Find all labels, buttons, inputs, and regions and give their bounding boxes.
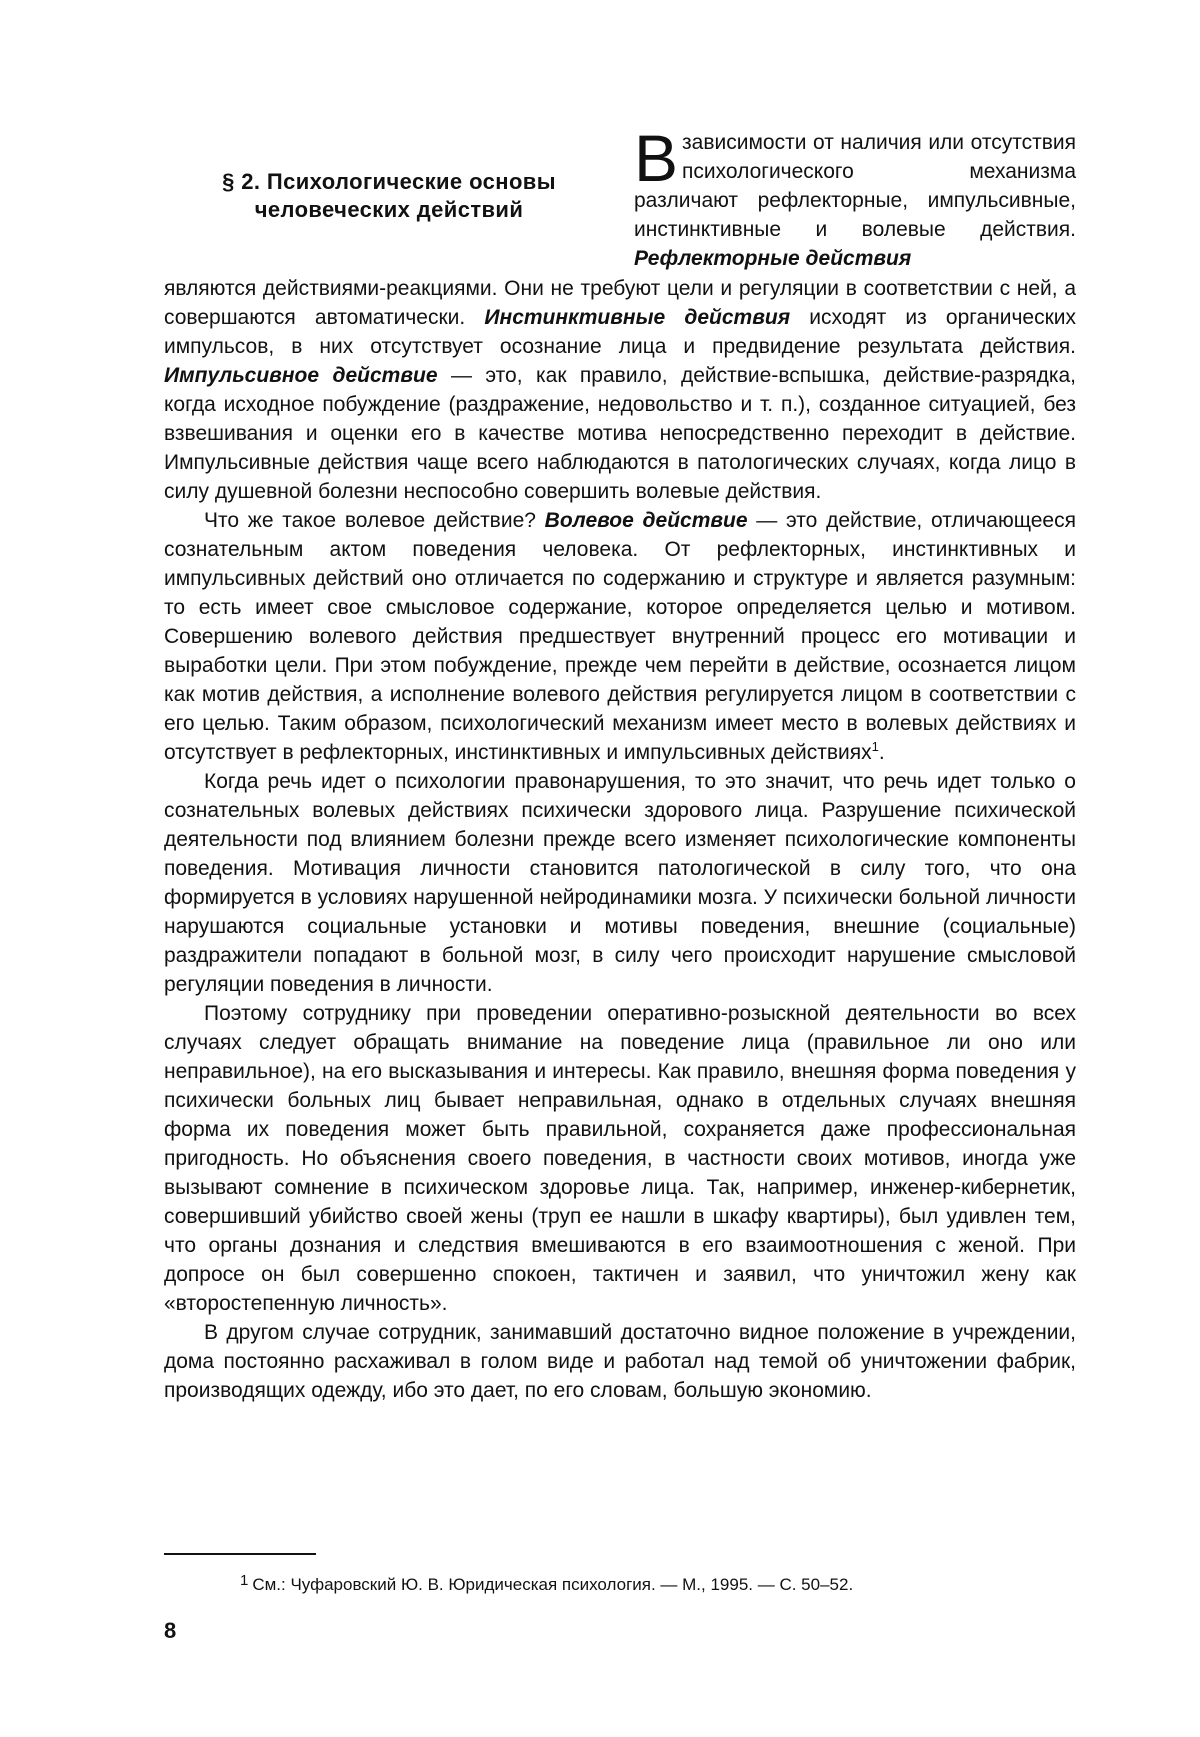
paragraph-1-text-a: являются действиями-реакциями. Они не требуют цели и регуляции в соответствии с ней, а совершаются автоматически. [164, 277, 1076, 329]
paragraph-2-text-a: Что же такое волевое действие? [204, 509, 545, 532]
footnote-text: См.: Чуфаровский Ю. В. Юридическая психология. — М., 1995. — С. 50–52. [252, 1575, 853, 1594]
section-opening [164, 128, 1076, 274]
footnote-reference[interactable]: 1 [872, 739, 879, 754]
term-impulsive-action: Импульсивное действие [164, 364, 438, 387]
paragraph-2 [164, 506, 1076, 767]
paragraph-1-text-c: — это, как правило, действие-вспышка, действие-разрядка, когда исходное побуждение (раздражение, недовольство и т. п.), созданное ситуацией, без взвешивания и оценки его в качестве мотива непосредственно переходит в действие. Импульсивные действия чаще всего наблюдаются в патологических случаях, когда лицо в силу душевной болезни неспособно совершить волевые действия. [164, 364, 1076, 503]
term-reflex-actions: Рефлекторные действия [634, 247, 911, 270]
drop-cap: В [634, 132, 678, 186]
section-heading [164, 168, 614, 224]
term-volitional-action: Волевое действие [545, 509, 748, 532]
term-instinctive-actions: Инстинктивные действия [484, 306, 790, 329]
book-page [0, 0, 1200, 1737]
footnote-mark: 1 [240, 1572, 248, 1589]
paragraph-1 [164, 274, 1076, 506]
footnote [240, 1574, 1000, 1596]
paragraph-3: Когда речь идет о психологии правонарушения, то это значит, что речь идет только о сознательных волевых действиях психически здорового лица. Разрушение психической деятельности под влиянием болезни прежде всего изменяет психологические компоненты поведения. Мотивация личности становится патологической в силу того, что она формируется в условиях нарушенной нейродинамики мозга. У психически больной личности нарушаются социальные установки и мотивы поведения, внешние (социальные) раздражители попадают в больной мозг, в силу чего происходит нарушение смысловой регуляции поведения в личности. [164, 767, 1076, 999]
page-number: 8 [164, 1618, 176, 1644]
intro-paragraph [634, 128, 1076, 273]
heading-line-2: человеческих действий [164, 196, 614, 224]
body-text [164, 274, 1076, 1405]
paragraph-1-text-b: исходят из органических импульсов, в них отсутствует осознание лица и предвидение результата действия. [164, 306, 1076, 358]
intro-text: зависимости от наличия или отсутствия психологического механизма различают рефлекторные, импульсивные, инстинктивные и волевые действия. [634, 131, 1076, 241]
paragraph-2-text-b: — это действие, отличающееся сознательным актом поведения человека. От рефлекторных, инстинктивных и импульсивных действий оно отличается по содержанию и структуре и является разумным: то есть имеет свое смысловое содержание, которое определяется целью и мотивом. Совершению волевого действия предшествует внутренний процесс его мотивации и выработки цели. При этом побуждение, прежде чем перейти в действие, осознается лицом как мотив действия, а исполнение волевого действия регулируется лицом в соответствии с его целью. Таким образом, психологический механизм имеет место в волевых действиях и отсутствует в рефлекторных, инстинктивных и импульсивных действиях [164, 509, 1076, 764]
paragraph-5: В другом случае сотрудник, занимавший достаточно видное положение в учреждении, дома постоянно расхаживал в голом виде и работал над темой об уничтожении фабрик, производящих одежду, ибо это дает, по его словам, большую экономию. [164, 1318, 1076, 1405]
paragraph-4: Поэтому сотруднику при проведении оперативно-розыскной деятельности во всех случаях следует обращать внимание на поведение лица (правильное ли оно или неправильное), на его высказывания и интересы. Как правило, внешняя форма поведения у психически больных лиц бывает неправильная, однако в отдельных случаях внешняя форма их поведения может быть правильной, сохраняется даже профессиональная пригодность. Но объяснения своего поведения, в частности своих мотивов, иногда уже вызывают сомнение в психическом здоровье лица. Так, например, инженер-кибернетик, совершивший убийство своей жены (труп ее нашли в шкафу квартиры), был удивлен тем, что органы дознания и следствия вмешиваются в его взаимоотношения с женой. При допросе он был совершенно спокоен, тактичен и заявил, что уничтожил жену как «второстепенную личность». [164, 999, 1076, 1318]
paragraph-2-text-c: . [879, 741, 885, 764]
heading-line-1: § 2. Психологические основы [164, 168, 614, 196]
footnote-divider [164, 1553, 316, 1555]
